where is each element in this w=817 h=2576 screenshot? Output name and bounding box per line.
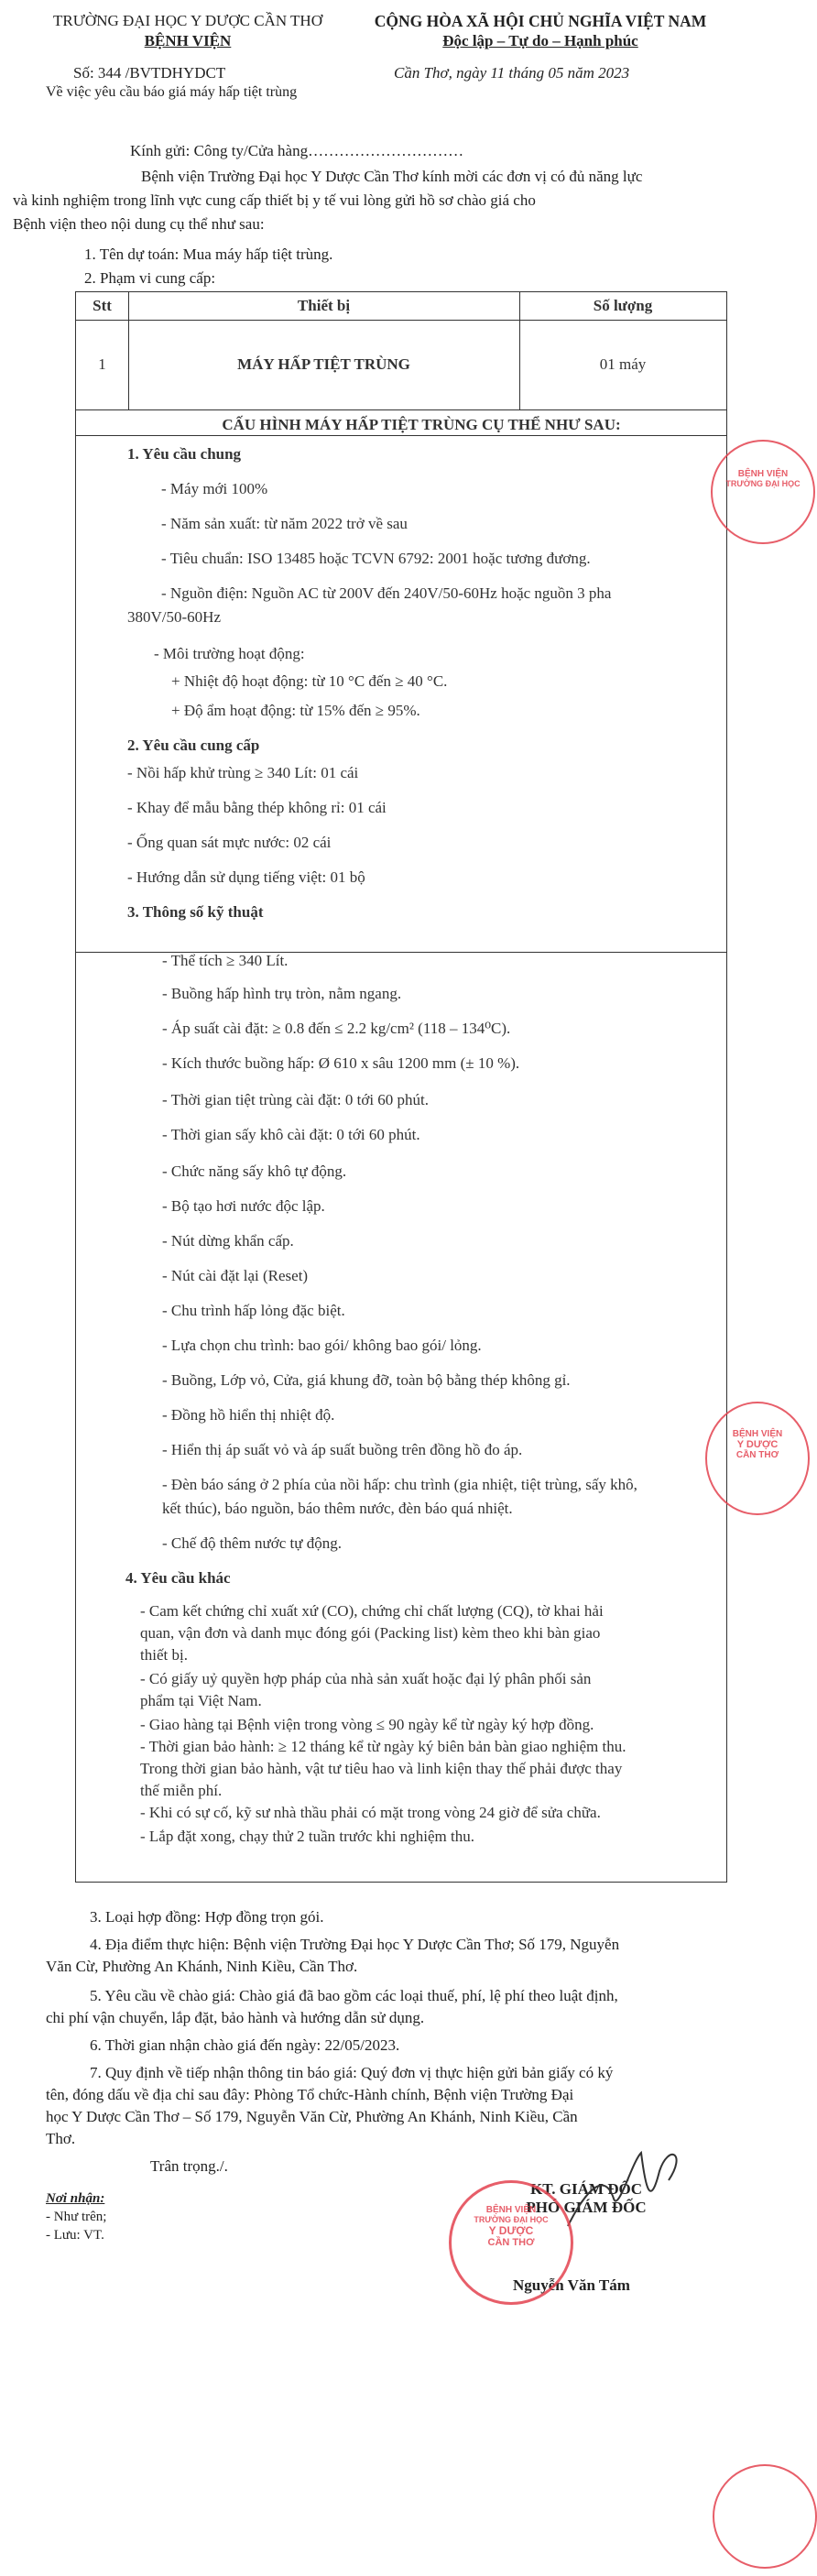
- hospital-name: BỆNH VIỆN: [144, 32, 232, 49]
- s3-line: - Chế độ thêm nước tự động.: [162, 1534, 342, 1552]
- section-4-title: 4. Yêu cầu khác: [125, 1569, 231, 1587]
- s4-line: - Giao hàng tại Bệnh viện trong vòng ≤ 90 ngày kể từ ngày ký hợp đồng.: [140, 1716, 594, 1733]
- s2-line: - Nồi hấp khử trùng ≥ 340 Lít: 01 cái: [127, 764, 359, 781]
- s4-line: Trong thời gian bảo hành, vật tư tiêu hao và linh kiện thay thế phải được thay: [140, 1760, 623, 1777]
- document-number: Số: 344 /BVTDHYDCT: [73, 64, 226, 82]
- s2-line: - Khay để mẫu bằng thép không rỉ: 01 cái: [127, 799, 387, 816]
- intro-line: Bệnh viện Trường Đại học Y Dược Cần Thơ kính mời các đơn vị có đủ năng lực: [141, 168, 643, 185]
- footer-item: tên, đóng dấu về địa chỉ sau đây: Phòng Tổ chức-Hành chính, Bệnh viện Trường Đại: [46, 2086, 574, 2103]
- s3-line: - Thời gian sấy khô cài đặt: 0 tới 60 phút.: [162, 1126, 420, 1143]
- seal-line: TRƯỜNG ĐẠI HỌC: [725, 479, 801, 488]
- seal-line: Y DƯỢC: [488, 2224, 534, 2237]
- national-heading: [348, 11, 733, 51]
- intro-paragraph: [13, 165, 722, 236]
- s4-line: - Lắp đặt xong, chạy thử 2 tuần trước khi nghiệm thu.: [140, 1828, 474, 1845]
- s4-line: - Có giấy uỷ quyền hợp pháp của nhà sản xuất hoặc đại lý phân phối sản: [140, 1670, 592, 1687]
- intro-line: Bệnh viện theo nội dung cụ thể như sau:: [13, 215, 265, 233]
- document-subject: Về việc yêu cầu báo giá máy hấp tiệt trùng: [46, 84, 298, 100]
- page-seam-seal: [705, 1402, 810, 1515]
- seal-line: CẦN THƠ: [487, 2237, 535, 2248]
- s3-line: - Chu trình hấp lỏng đặc biệt.: [162, 1302, 345, 1319]
- col-header-stt: Stt: [93, 297, 112, 314]
- row-stt: 1: [98, 355, 106, 373]
- footer-item: Thơ.: [46, 2130, 76, 2147]
- s1-line: - Tiêu chuẩn: ISO 13485 hoặc TCVN 6792: 2001 hoặc tương đương.: [161, 550, 591, 567]
- recipient-line: - Như trên;: [46, 2210, 107, 2224]
- col-header-quantity: Số lượng: [593, 297, 653, 314]
- recipients-title: Nơi nhận:: [46, 2191, 105, 2206]
- s1-line: - Môi trường hoạt động:: [154, 645, 305, 662]
- s3-line: - Nút cài đặt lại (Reset): [162, 1267, 309, 1284]
- recipients-block: [46, 2189, 106, 2244]
- s1-line: + Nhiệt độ hoạt động: từ 10 °C đến ≥ 40 °C.: [171, 672, 448, 690]
- s3-line: - Đèn báo sáng ở 2 phía của nồi hấp: chu trình (gia nhiệt, tiệt trùng, sấy khô,: [162, 1476, 637, 1493]
- s1-line: + Độ ẩm hoạt động: từ 15% đến ≥ 95%.: [171, 702, 420, 719]
- s3-line: - Thể tích ≥ 340 Lít.: [162, 952, 289, 969]
- s3-line: - Đồng hồ hiển thị nhiệt độ.: [162, 1406, 335, 1424]
- row-device: MÁY HẤP TIỆT TRÙNG: [237, 355, 410, 373]
- footer-item: học Y Dược Cần Thơ – Số 179, Nguyễn Văn Cừ, Phường An Khánh, Ninh Kiều, Cần: [46, 2108, 578, 2125]
- s3-line: - Buồng hấp hình trụ tròn, nằm ngang.: [162, 985, 402, 1002]
- footer-item: 7. Quy định về tiếp nhận thông tin báo giá: Quý đơn vị thực hiện gửi bản giấy có ký: [90, 2064, 614, 2081]
- seal-line: BỆNH VIỆN: [485, 2205, 537, 2215]
- s4-line: phẩm tại Việt Nam.: [140, 1692, 262, 1709]
- footer-item: 4. Địa điểm thực hiện: Bệnh viện Trường Đại học Y Dược Cần Thơ; Số 179, Nguyễn: [90, 1936, 620, 1953]
- s1-line: 380V/50-60Hz: [127, 608, 221, 626]
- motto: Độc lập – Tự do – Hạnh phúc: [442, 32, 638, 49]
- s4-line: - Thời gian bảo hành: ≥ 12 tháng kể từ ngày ký biên bản bàn giao nghiệm thu.: [140, 1738, 626, 1755]
- s3-line: - Áp suất cài đặt: ≥ 0.8 đến ≤ 2.2 kg/cm² (118 – 134⁰C).: [162, 1020, 511, 1037]
- s3-line: - Bộ tạo hơi nước độc lập.: [162, 1197, 325, 1215]
- addressee: Kính gửi: Công ty/Cửa hàng…………………………: [130, 142, 464, 159]
- config-title: CẤU HÌNH MÁY HẤP TIỆT TRÙNG CỤ THỂ NHƯ SAU:: [222, 416, 621, 433]
- s4-line: quan, vận đơn và danh mục đóng gói (Packing list) kèm theo khi bàn giao: [140, 1624, 601, 1642]
- page-seam-seal: [711, 440, 815, 544]
- section-1-title: 1. Yêu cầu chung: [127, 445, 242, 463]
- s4-line: - Cam kết chứng chỉ xuất xứ (CO), chứng chỉ chất lượng (CQ), tờ khai hải: [140, 1602, 604, 1620]
- s3-line: - Hiển thị áp suất vỏ và áp suất buồng trên đồng hồ đo áp.: [162, 1441, 523, 1458]
- recipient-line: - Lưu: VT.: [46, 2228, 104, 2243]
- s2-line: - Ống quan sát mực nước: 02 cái: [127, 834, 332, 851]
- s3-line: - Buồng, Lớp vỏ, Cửa, giá khung đỡ, toàn bộ bằng thép không gỉ.: [162, 1371, 571, 1389]
- seal-line: BỆNH VIỆN: [732, 1429, 783, 1439]
- s4-line: thiết bị.: [140, 1646, 188, 1664]
- seal-line: CẦN THƠ: [735, 1450, 779, 1460]
- s4-line: - Khi có sự cố, kỹ sư nhà thầu phải có mặt trong vòng 24 giờ để sửa chữa.: [140, 1804, 601, 1821]
- signature-subtitle: PHÓ GIÁM ĐỐC: [526, 2199, 647, 2216]
- seal-line: Y DƯỢC: [736, 1439, 779, 1450]
- s3-line: - Lựa chọn chu trình: bao gói/ không bao gói/ lỏng.: [162, 1337, 482, 1354]
- item-1: 1. Tên dự toán: Mua máy hấp tiệt trùng.: [84, 246, 333, 263]
- s1-line: - Năm sản xuất: từ năm 2022 trở về sau: [161, 515, 408, 532]
- row-quantity: 01 máy: [599, 355, 647, 373]
- s3-line: kết thúc), báo nguồn, báo thêm nước, đèn báo quá nhiệt.: [162, 1500, 513, 1517]
- footer-item: 6. Thời gian nhận chào giá đến ngày: 22/05/2023.: [90, 2036, 400, 2054]
- document-date: Cần Thơ, ngày 11 tháng 05 năm 2023: [394, 64, 630, 82]
- footer-item: Văn Cừ, Phường An Khánh, Ninh Kiều, Cần Thơ.: [46, 1958, 358, 1975]
- footer-item: 3. Loại hợp đồng: Hợp đồng trọn gói.: [90, 1908, 324, 1926]
- seal-line: TRƯỜNG ĐẠI HỌC: [474, 2215, 549, 2224]
- s4-line: thế miễn phí.: [140, 1782, 223, 1799]
- item-2: 2. Phạm vi cung cấp:: [84, 269, 216, 287]
- issuer-block: [37, 11, 339, 51]
- section-2-title: 2. Yêu cầu cung cấp: [127, 737, 260, 754]
- s1-line: - Nguồn điện: Nguồn AC từ 200V đến 240V/50-60Hz hoặc nguồn 3 pha: [161, 584, 612, 602]
- s3-line: - Nút dừng khẩn cấp.: [162, 1232, 294, 1250]
- footer-item: 5. Yêu cầu về chào giá: Chào giá đã bao gồm các loại thuế, phí, lệ phí theo luật định,: [90, 1987, 618, 2004]
- equipment-table: [75, 291, 727, 953]
- intro-line: và kinh nghiệm trong lĩnh vực cung cấp thiết bị y tế vui lòng gửi hồ sơ chào giá cho: [13, 191, 536, 209]
- footer-item: chi phí vận chuyển, lắp đặt, bảo hành và hướng dẫn sử dụng.: [46, 2009, 425, 2026]
- s3-line: - Thời gian tiệt trùng cài đặt: 0 tới 60 phút.: [162, 1091, 430, 1108]
- official-seal: [449, 2180, 573, 2305]
- col-header-device: Thiết bị: [297, 297, 351, 314]
- s3-line: - Kích thước buồng hấp: Ø 610 x sâu 1200 mm (± 10 %).: [162, 1054, 520, 1072]
- section-3-title: 3. Thông số kỹ thuật: [127, 903, 264, 921]
- country-name: CỘNG HÒA XÃ HỘI CHỦ NGHĨA VIỆT NAM: [374, 12, 707, 30]
- signature-title: KT. GIÁM ĐỐC: [530, 2180, 642, 2198]
- seal-line: BỆNH VIỆN: [737, 469, 789, 479]
- signer-name: Nguyễn Văn Tám: [513, 2276, 630, 2294]
- page-seam-seal: [713, 2464, 817, 2569]
- s3-line: - Chức năng sấy khô tự động.: [162, 1162, 347, 1180]
- s2-line: - Hướng dẫn sử dụng tiếng việt: 01 bộ: [127, 868, 365, 886]
- university-name: TRƯỜNG ĐẠI HỌC Y DƯỢC CẦN THƠ: [53, 12, 322, 29]
- closing: Trân trọng./.: [150, 2157, 228, 2175]
- s1-line: - Máy mới 100%: [161, 480, 268, 497]
- equipment-table-continued: [75, 951, 727, 1883]
